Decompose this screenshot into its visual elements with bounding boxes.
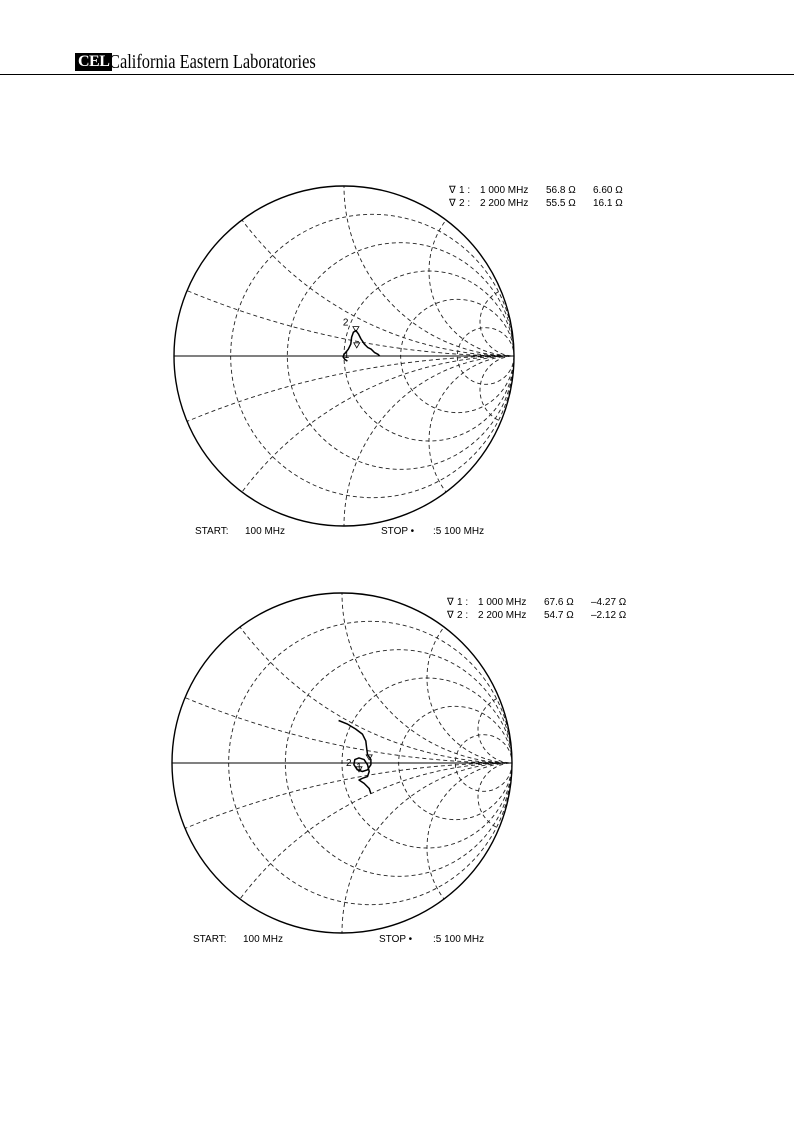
marker-resistance: 55.5 Ω (546, 198, 576, 209)
marker-table-2 (447, 596, 647, 622)
start-value: 100 MHz (243, 934, 284, 945)
stop-value: :5 100 MHz (433, 526, 485, 537)
stop-value: :5 100 MHz (433, 934, 485, 945)
start-label: START: (195, 526, 229, 537)
marker-reactance: –2.12 Ω (591, 610, 627, 621)
marker-id: 2 : (457, 610, 469, 621)
marker-id: 2 : (459, 198, 471, 209)
reactance-arc (342, 423, 682, 763)
impedance-trace (339, 721, 371, 794)
marker-symbol: ∇ (447, 610, 454, 621)
cel-logo: CEL (75, 53, 112, 71)
stop-label: STOP • (381, 526, 415, 537)
marker-id: 1 : (459, 185, 471, 196)
marker-reactance: 16.1 Ω (593, 198, 623, 209)
marker-frequency: 2 200 MHz (478, 610, 527, 621)
marker-row (447, 596, 647, 609)
marker-resistance: 54.7 Ω (544, 610, 574, 621)
marker-symbol: ∇ (449, 198, 456, 209)
marker-symbol: ∇ (449, 185, 456, 196)
marker-label: 1 (343, 349, 350, 361)
reactance-arc (427, 763, 597, 933)
start-value: 100 MHz (245, 526, 286, 537)
stop-label: STOP • (379, 934, 413, 945)
marker-reactance: 6.60 Ω (593, 185, 623, 196)
marker-resistance: 67.6 Ω (544, 597, 574, 608)
reactance-arc (172, 83, 794, 763)
marker-id: 1 : (457, 597, 469, 608)
start-label: START: (193, 934, 227, 945)
marker-label: 2 (346, 757, 352, 769)
marker-label: 1 (356, 761, 362, 773)
marker-reactance: –4.27 Ω (591, 597, 627, 608)
marker-row (447, 609, 647, 622)
marker-frequency: 1 000 MHz (480, 185, 529, 196)
reactance-arc (342, 763, 682, 1103)
marker-frequency: 1 000 MHz (478, 597, 527, 608)
marker-resistance: 56.8 Ω (546, 185, 576, 196)
company-name: California Eastern Laboratories (109, 51, 316, 73)
marker-label: 2 (342, 317, 349, 329)
marker-frequency: 2 200 MHz (480, 198, 529, 209)
marker-symbol: ∇ (447, 597, 454, 608)
